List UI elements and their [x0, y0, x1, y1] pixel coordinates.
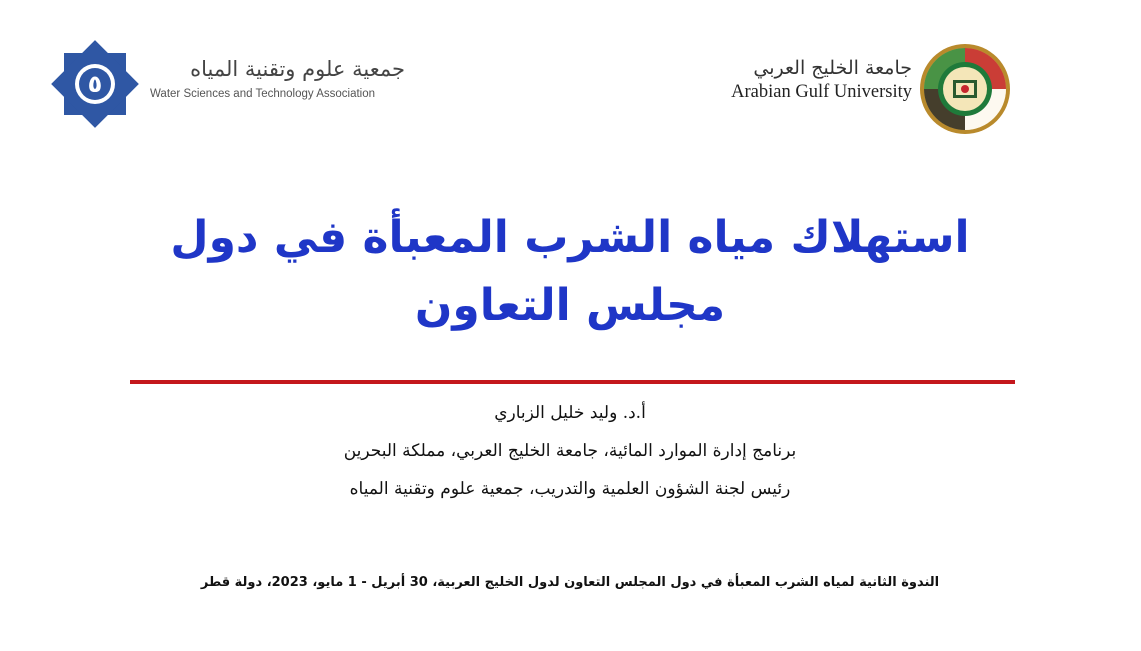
presenter-affiliation: برنامج إدارة الموارد المائية، جامعة الخليج العربي، مملكة البحرين: [343, 441, 797, 461]
presenter-role: رئيس لجنة الشؤون العلمية والتدريب، جمعية علوم وتقنية المياه: [349, 479, 791, 499]
title-line-2: مجلس التعاون: [414, 280, 726, 331]
wsta-name-block: [150, 56, 405, 100]
title-divider: [130, 380, 1015, 384]
title-line-1: استهلاك مياه الشرب المعبأة في دول: [170, 212, 970, 263]
agu-name-block: [690, 57, 912, 103]
event-footer: الندوة الثانية لمياه الشرب المعبأة في دول المجلس التعاون لدول الخليج العربية، 30 أبريل - 1 مايو، 2023، دولة قطر: [200, 575, 940, 590]
agu-arabic-name: جامعة الخليج العربي: [753, 57, 912, 79]
wsta-logo-icon: [48, 37, 142, 131]
presentation-title: [120, 204, 1020, 340]
wsta-english-name: Water Sciences and Technology Association: [150, 88, 376, 100]
logo-digit: ٥: [87, 70, 103, 98]
presenter-name: أ.د. وليد خليل الزباري: [494, 403, 646, 423]
agu-english-name: Arabian Gulf University: [731, 82, 912, 102]
university-seal-icon: [918, 42, 1012, 136]
wsta-arabic-name: جمعية علوم وتقنية المياه: [190, 57, 405, 81]
presenter-info: [240, 398, 900, 512]
